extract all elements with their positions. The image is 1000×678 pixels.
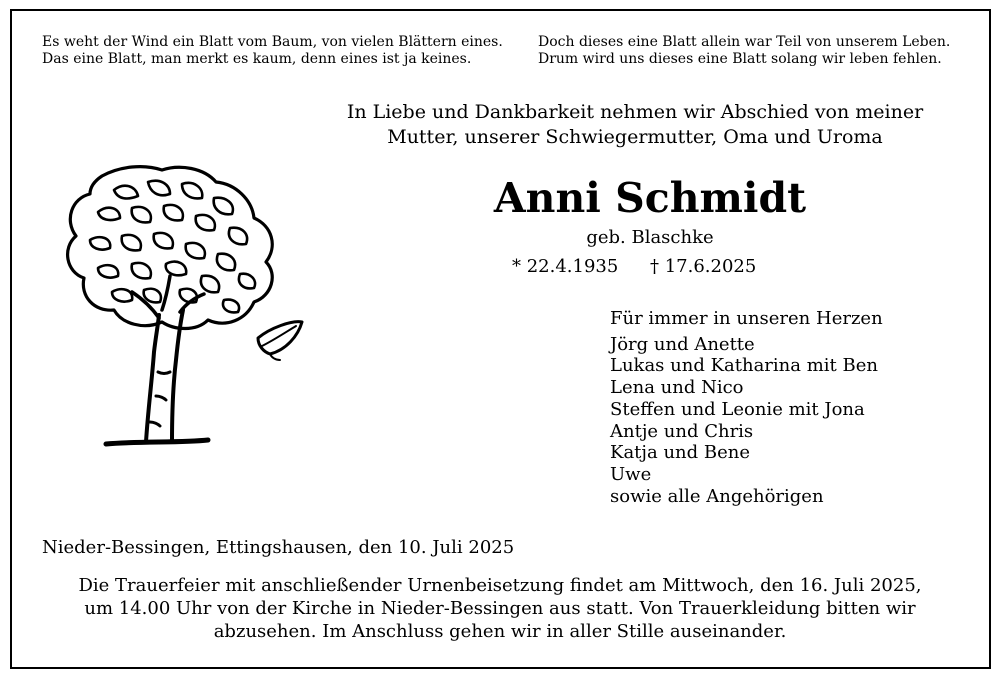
service-line: um 14.00 Uhr von der Kirche in Nieder-Bessingen aus statt. Von Trauerkleidung bitten wir — [84, 598, 916, 619]
poem-line: Drum wird uns dieses eine Blatt solang wir leben fehlen. — [538, 51, 942, 67]
family-list — [610, 308, 883, 507]
tree-with-falling-leaf-icon — [40, 160, 320, 460]
maiden-name: geb. Blaschke — [586, 227, 714, 248]
family-member: sowie alle Angehörigen — [610, 485, 824, 507]
birth-date: * 22.4.1935 — [512, 256, 619, 277]
funeral-service-info — [40, 574, 960, 643]
death-date: † 17.6.2025 — [650, 256, 757, 277]
poem-left — [42, 34, 503, 68]
family-member: Katja und Bene — [610, 442, 751, 464]
poem-line: Das eine Blatt, man merkt es kaum, denn eines ist ja keines. — [42, 51, 472, 67]
intro-line: In Liebe und Dankbarkeit nehmen wir Abschied von meiner — [346, 101, 924, 123]
family-motto: Für immer in unseren Herzen — [610, 308, 883, 329]
deceased-name: Anni Schmidt — [493, 174, 807, 222]
poem-line: Doch dieses eine Blatt allein war Teil von unserem Leben. — [538, 34, 951, 50]
service-line: Die Trauerfeier mit anschließender Urnenbeisetzung findet am Mittwoch, den 16. Juli 2025, — [78, 575, 922, 596]
intro-line: Mutter, unserer Schwiegermutter, Oma und Uroma — [387, 126, 883, 148]
family-member: Steffen und Leonie mit Jona — [610, 398, 865, 420]
intro-text — [330, 100, 940, 150]
family-member: Jörg und Anette — [610, 333, 755, 355]
service-line: abzusehen. Im Anschluss gehen wir in aller Stille auseinander. — [213, 621, 787, 642]
family-member: Lena und Nico — [610, 377, 744, 399]
poem-right — [538, 34, 950, 68]
place-and-date: Nieder-Bessingen, Ettingshausen, den 10. Juli 2025 — [42, 537, 515, 558]
family-member: Antje und Chris — [610, 420, 754, 442]
family-member: Uwe — [610, 463, 652, 485]
family-member: Lukas und Katharina mit Ben — [610, 355, 878, 377]
poem-line: Es weht der Wind ein Blatt vom Baum, von vielen Blättern eines. — [42, 34, 503, 50]
